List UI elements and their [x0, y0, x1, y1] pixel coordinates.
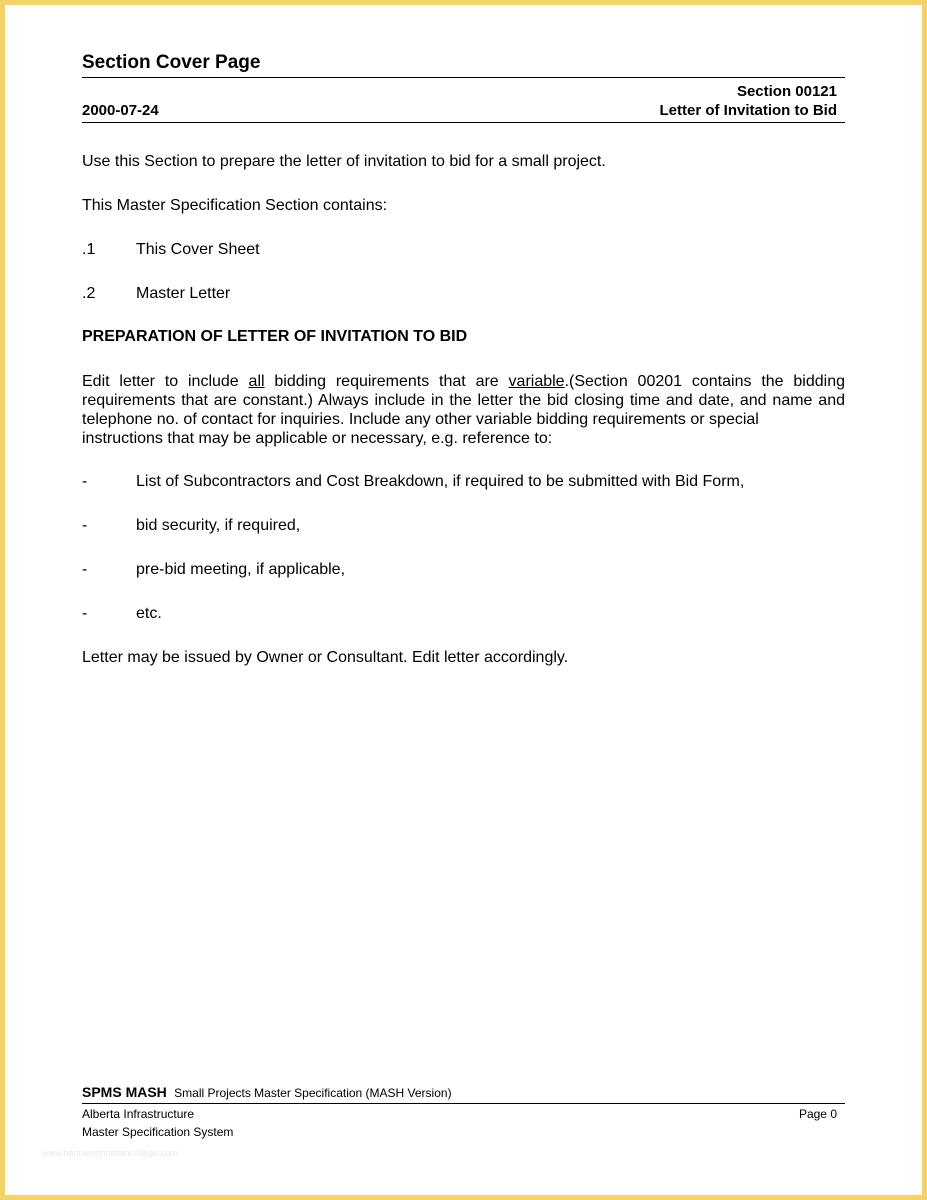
preparation-paragraph: [82, 372, 845, 448]
list-marker: .2: [82, 285, 96, 302]
section-number: Section 00121: [736, 83, 837, 100]
list-marker: -: [82, 473, 88, 490]
underlined-word-all: all: [248, 373, 265, 390]
footer-org: Alberta Infrastructure: [82, 1107, 195, 1121]
list-marker: -: [82, 605, 88, 622]
cover-title: Section Cover Page: [82, 52, 845, 78]
footer-brand: SPMS MASH: [82, 1084, 167, 1100]
header-date: 2000-07-24: [82, 102, 159, 119]
list-text: pre-bid meeting, if applicable,: [136, 561, 346, 578]
document-body: [82, 52, 847, 666]
list-text: This Cover Sheet: [136, 241, 260, 258]
text-run-last-line: instructions that may be applicable or necessary, e.g. reference to:: [82, 430, 553, 447]
section-header: [82, 78, 845, 123]
intro-contains: This Master Specification Section contains:: [82, 197, 388, 214]
footer-system: Master Specification System: [82, 1125, 234, 1139]
header-section-info: [660, 82, 838, 120]
text-run: Edit letter to include: [82, 373, 249, 390]
list-text: bid security, if required,: [136, 517, 301, 534]
footer-org-row: [82, 1106, 845, 1122]
page-footer: [82, 1084, 845, 1140]
text-run: bidding requirements that are: [264, 373, 509, 390]
underlined-word-variable: variable: [508, 373, 565, 390]
text-run: .(Section 00201 contains the bidding requirements that are constant.) Always include in the letter the bid closing time and date, and name and telephone no. of contact for inquiries. Include any other variable bidding requirements or special: [82, 373, 846, 428]
page-number: Page 0: [798, 1107, 837, 1121]
section-title: Letter of Invitation to Bid: [659, 102, 837, 119]
list-marker: -: [82, 517, 88, 534]
footer-brand-line: [82, 1084, 845, 1104]
footer-brand-desc: Small Projects Master Specification (MASH Version): [174, 1086, 452, 1100]
list-marker: .1: [82, 241, 96, 258]
watermark: www.heritagechristiancollege.com: [42, 1148, 178, 1158]
intro-purpose: Use this Section to prepare the letter of invitation to bid for a small project.: [82, 153, 606, 170]
section-heading: PREPARATION OF LETTER OF INVITATION TO BID: [82, 328, 468, 345]
list-text: List of Subcontractors and Cost Breakdown, if required to be submitted with Bid Form,: [136, 473, 745, 490]
footer-system-row: [82, 1124, 845, 1140]
list-text: Master Letter: [136, 285, 231, 302]
list-marker: -: [82, 561, 88, 578]
list-text: etc.: [136, 605, 162, 622]
closing-paragraph: Letter may be issued by Owner or Consultant. Edit letter accordingly.: [82, 649, 569, 666]
